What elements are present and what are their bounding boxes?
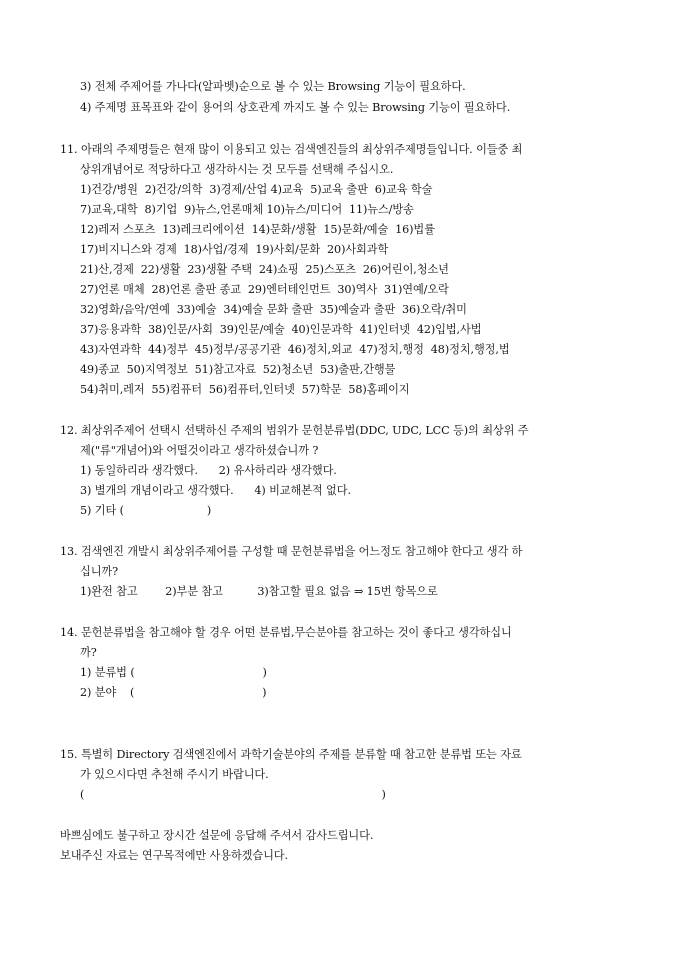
q12-question-line-2: 제("류"개념어)와 어떨것이라고 생각하셨습니까 ?: [80, 444, 319, 457]
q11-question-line-1: 11. 아래의 주제명들은 현재 많이 이용되고 있는 검색엔진들의 최상위주제명들입니다. 이들중 최: [60, 143, 523, 156]
closing-thanks: 바쁘심에도 불구하고 장시간 설문에 응답해 주셔서 감사드립니다.: [60, 829, 374, 842]
q11-items-row: 27)언론 매체 28)언론 출판 종교 29)엔터테인먼트 30)역사 31)연예/오락: [80, 283, 449, 296]
q12-option-5: 5) 기타 ( ): [80, 504, 212, 517]
q13-question-line-1: 13. 검색엔진 개발시 최상위주제어를 구성할 때 문헌분류법을 어느정도 참고해야 한다고 생각 하: [60, 545, 523, 558]
closing-note: 보내주신 자료는 연구목적에만 사용하겠습니다.: [60, 849, 288, 862]
q10-option-4: 4) 주제명 표목표와 같이 용어의 상호관계 까지도 볼 수 있는 Browsing 기능이 필요하다.: [80, 101, 511, 114]
q11-items-row: 32)영화/음악/연예 33)예술 34)예술 문화 출판 35)예술과 출판 36)오락/취미: [80, 303, 467, 316]
q15-question-line-1: 15. 특별히 Directory 검색엔진에서 과학기술분야의 주제를 분류할 때 참고한 분류법 또는 자료: [60, 748, 522, 761]
q11-items-row: 54)취미,레저 55)컴퓨터 56)컴퓨터,인터넷 57)학문 58)홈페이지: [80, 383, 410, 396]
q15-question-line-2: 가 있으시다면 추천해 주시기 바랍니다.: [80, 768, 269, 781]
q14-question-line-1: 14. 문헌분류법을 참고해야 할 경우 어떤 분류법,무슨분야를 참고하는 것이 좋다고 생각하십니: [60, 626, 512, 639]
q11-items-row: 21)산,경제 22)생활 23)생활 주택 24)쇼핑 25)스포츠 26)어린이,청소년: [80, 263, 449, 276]
q11-items-row: 37)응용과학 38)인문/사회 39)인문/예술 40)인문과학 41)인터넷 42)입법,사법: [80, 323, 482, 336]
q13-options: 1)완전 참고 2)부분 참고 3)참고할 필요 없음 ⇒ 15번 항목으로: [80, 585, 438, 598]
q11-items-row: 12)레저 스포츠 13)레크리에이션 14)문화/생활 15)문화/예술 16)법률: [80, 223, 435, 236]
q11-items-row: 17)비지니스와 경제 18)사업/경제 19)사회/문화 20)사회과학: [80, 243, 389, 256]
q12-options-3-4: 3) 별개의 개념이라고 생각했다. 4) 비교해본적 없다.: [80, 484, 351, 497]
q11-items-row: 7)교육,대학 8)기업 9)뉴스,언론매체 10)뉴스/미디어 11)뉴스/방송: [80, 203, 414, 216]
q10-option-3: 3) 전체 주제어를 가나다(알파벳)순으로 볼 수 있는 Browsing 기능이 필요하다.: [80, 80, 466, 93]
q11-items-row: 43)자연과학 44)정부 45)정부/공공기관 46)정치,외교 47)정치,행정 48)정치,행정,법: [80, 343, 510, 356]
q11-items-row: 1)건강/병원 2)건강/의학 3)경제/산업 4)교육 5)교육 출판 6)교육 학술: [80, 183, 433, 196]
q14-question-line-2: 까?: [80, 646, 97, 659]
q11-question-line-2: 상위개념어로 적당하다고 생각하시는 것 모두를 선택해 주십시오.: [80, 163, 394, 176]
q12-question-line-1: 12. 최상위주제어 선택시 선택하신 주제의 범위가 문헌분류법(DDC, UDC, LCC 등)의 최상위 주: [60, 424, 529, 437]
q14-option-2: 2) 분야 ( ): [80, 686, 267, 699]
q13-question-line-2: 십니까?: [80, 565, 119, 578]
q12-options-1-2: 1) 동일하리라 생각했다. 2) 유사하리라 생각했다.: [80, 464, 337, 477]
q14-option-1: 1) 분류법 ( ): [80, 666, 267, 679]
q15-answer-blank: ( ): [80, 788, 386, 801]
q11-items-row: 49)종교 50)지역정보 51)참고자료 52)청소년 53)출판,간행물: [80, 363, 396, 376]
